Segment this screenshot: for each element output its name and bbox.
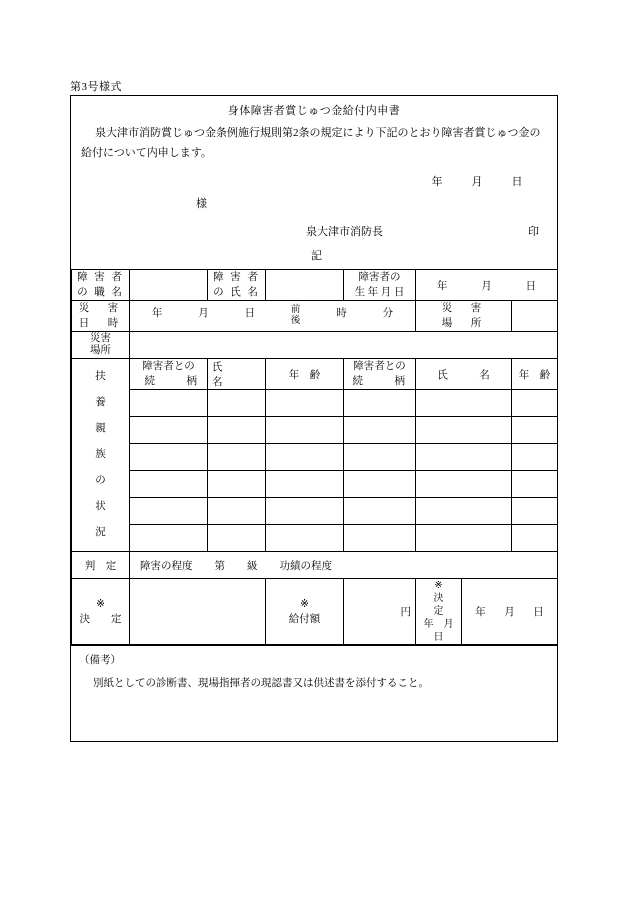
table-row-dependent-2 (72, 417, 558, 444)
table-row-dependent-5 (72, 498, 558, 525)
birth-month-label: 月 (481, 280, 492, 292)
cell-name-2[interactable] (416, 444, 512, 471)
field-decision-date[interactable] (462, 579, 558, 645)
judgement-rank-unit: 級 (247, 560, 258, 572)
submission-date-line (71, 173, 557, 189)
ampm-top: 前 (290, 305, 301, 315)
decision-date-mark: ※ (434, 580, 443, 591)
label-amount (266, 579, 344, 645)
field-place-block[interactable] (130, 332, 558, 359)
label-incident-datetime: 災 害 日 時 (72, 301, 130, 332)
amount-currency: 円 (400, 607, 411, 618)
date-year-label: 年 (431, 176, 443, 188)
cell-name-1[interactable] (208, 390, 266, 417)
incident-month-label: 月 (198, 308, 209, 319)
form-table (71, 269, 558, 645)
decision-label-text: 決 定 (79, 613, 122, 625)
cell-relation-1[interactable] (130, 390, 208, 417)
cell-age-1[interactable] (266, 525, 344, 552)
decision-date-label-1: 決 定 (433, 593, 464, 617)
judgement-degree-label: 障害の程度 (140, 560, 193, 572)
decision-date-day: 日 (533, 607, 544, 618)
addressee-suffix: 様 (196, 198, 207, 210)
header-name-1 (208, 359, 266, 390)
cell-relation-2[interactable] (344, 444, 416, 471)
label-victim-occupation: 障 害 者 の 職 名 (72, 270, 130, 301)
notes-text: 別紙としての診断書、現場指揮者の現認書又は供述書を添付すること。 (93, 678, 429, 689)
ki-marker: 記 (311, 250, 322, 262)
cell-relation-2[interactable] (344, 417, 416, 444)
header-age-2-text: 年 齢 (518, 369, 551, 381)
cell-name-2[interactable] (416, 471, 512, 498)
judgement-merit-label: 功績の程度 (279, 560, 332, 572)
cell-name-1[interactable] (208, 417, 266, 444)
table-row-incident (72, 301, 558, 332)
header-name-2-text: 氏 名 (437, 369, 490, 381)
field-decision[interactable] (130, 579, 266, 645)
date-month-label: 月 (471, 176, 483, 188)
notes-section (71, 645, 557, 741)
decision-date-year: 年 (475, 607, 486, 618)
table-row-dependent-3 (72, 444, 558, 471)
intro-text: 泉大津市消防賞じゅつ金条例施行規則第2条の規定により下記のとおり障害者賞じゅつ金の給付について内申します。 (81, 127, 541, 159)
field-incident-place[interactable] (512, 301, 558, 332)
label-victim-name: 障 害 者 の 氏 名 (208, 270, 266, 301)
header-relation-1: 障害者との 続 柄 (130, 359, 208, 390)
cell-age-2[interactable] (512, 525, 558, 552)
field-judgement[interactable] (130, 552, 558, 579)
header-name-2 (416, 359, 512, 390)
label-judgement-text: 判 定 (84, 560, 117, 572)
field-incident-datetime[interactable] (130, 301, 416, 332)
cell-name-1[interactable] (208, 498, 266, 525)
decision-mark: ※ (96, 598, 105, 610)
cell-age-1[interactable] (266, 390, 344, 417)
ampm-bottom: 後 (290, 316, 301, 326)
cell-age-2[interactable] (512, 417, 558, 444)
decision-date-label-2: 年 月 日 (423, 619, 464, 643)
header-age-2 (512, 359, 558, 390)
cell-age-1[interactable] (266, 498, 344, 525)
label-place-block: 災害 場所 (72, 332, 130, 359)
label-decision (72, 579, 130, 645)
date-day-label: 日 (511, 176, 523, 188)
notes-title: （備考） (79, 655, 121, 666)
cell-name-2[interactable] (416, 525, 512, 552)
label-victim-birth: 障害者の 生 年 月 日 (344, 270, 416, 301)
cell-name-1[interactable] (208, 471, 266, 498)
issuer-name: 泉大津市消防長 (306, 226, 383, 238)
amount-label-text: 給付額 (288, 613, 321, 625)
table-row-victim (72, 270, 558, 301)
incident-minute-label: 分 (382, 308, 394, 319)
table-row-dependent-1 (72, 390, 558, 417)
header-age-1 (266, 359, 344, 390)
cell-age-2[interactable] (512, 444, 558, 471)
table-row-dependents-header (72, 359, 558, 390)
field-amount[interactable] (344, 579, 416, 645)
cell-age-2[interactable] (512, 498, 558, 525)
birth-year-label: 年 (436, 280, 448, 292)
incident-year-label: 年 (151, 308, 163, 319)
seal-mark: 印 (528, 226, 539, 238)
label-decision-date (416, 579, 462, 645)
cell-relation-2[interactable] (344, 525, 416, 552)
table-row-decision (72, 579, 558, 645)
cell-age-1[interactable] (266, 471, 344, 498)
cell-relation-2[interactable] (344, 471, 416, 498)
judgement-rank-label: 第 (214, 560, 225, 572)
incident-ampm[interactable] (291, 305, 301, 327)
cell-relation-1[interactable] (130, 417, 208, 444)
cell-name-2[interactable] (416, 390, 512, 417)
cell-age-2[interactable] (512, 390, 558, 417)
cell-age-1[interactable] (266, 417, 344, 444)
header-relation-2: 障害者との 続 柄 (344, 359, 416, 390)
cell-relation-1[interactable] (130, 444, 208, 471)
cell-relation-1[interactable] (130, 498, 208, 525)
table-row-dependent-6 (72, 525, 558, 552)
cell-name-1[interactable] (208, 525, 266, 552)
birth-day-label: 日 (525, 280, 537, 292)
cell-name-2[interactable] (416, 417, 512, 444)
amount-mark: ※ (300, 598, 309, 610)
cell-relation-1[interactable] (130, 525, 208, 552)
form-header (71, 102, 557, 263)
table-row-place (72, 332, 558, 359)
field-victim-name[interactable] (266, 270, 344, 301)
header-name-1-text: 氏 名 (212, 362, 254, 388)
label-dependents: 扶 養 親 族 の 状 況 (72, 359, 130, 552)
page-title: 身体障害者賞じゅつ金給付内申書 (227, 105, 401, 117)
cell-age-2[interactable] (512, 471, 558, 498)
incident-hour-label: 時 (336, 308, 347, 319)
table-row-judgement (72, 552, 558, 579)
label-incident-place: 災 害 場 所 (416, 301, 512, 332)
cell-name-2[interactable] (416, 498, 512, 525)
label-judgement (72, 552, 130, 579)
decision-date-month: 月 (504, 607, 515, 618)
issuer-line (71, 223, 557, 239)
cell-relation-2[interactable] (344, 390, 416, 417)
form-number: 第3号様式 (70, 81, 122, 93)
cell-name-1[interactable] (208, 444, 266, 471)
incident-day-label: 日 (244, 308, 256, 319)
form-container (70, 95, 558, 742)
header-age-1-text: 年 齢 (288, 369, 321, 381)
field-victim-birth[interactable] (416, 270, 558, 301)
cell-relation-1[interactable] (130, 471, 208, 498)
table-row-dependent-4 (72, 471, 558, 498)
field-victim-occupation[interactable] (130, 270, 208, 301)
cell-relation-2[interactable] (344, 498, 416, 525)
cell-age-1[interactable] (266, 444, 344, 471)
